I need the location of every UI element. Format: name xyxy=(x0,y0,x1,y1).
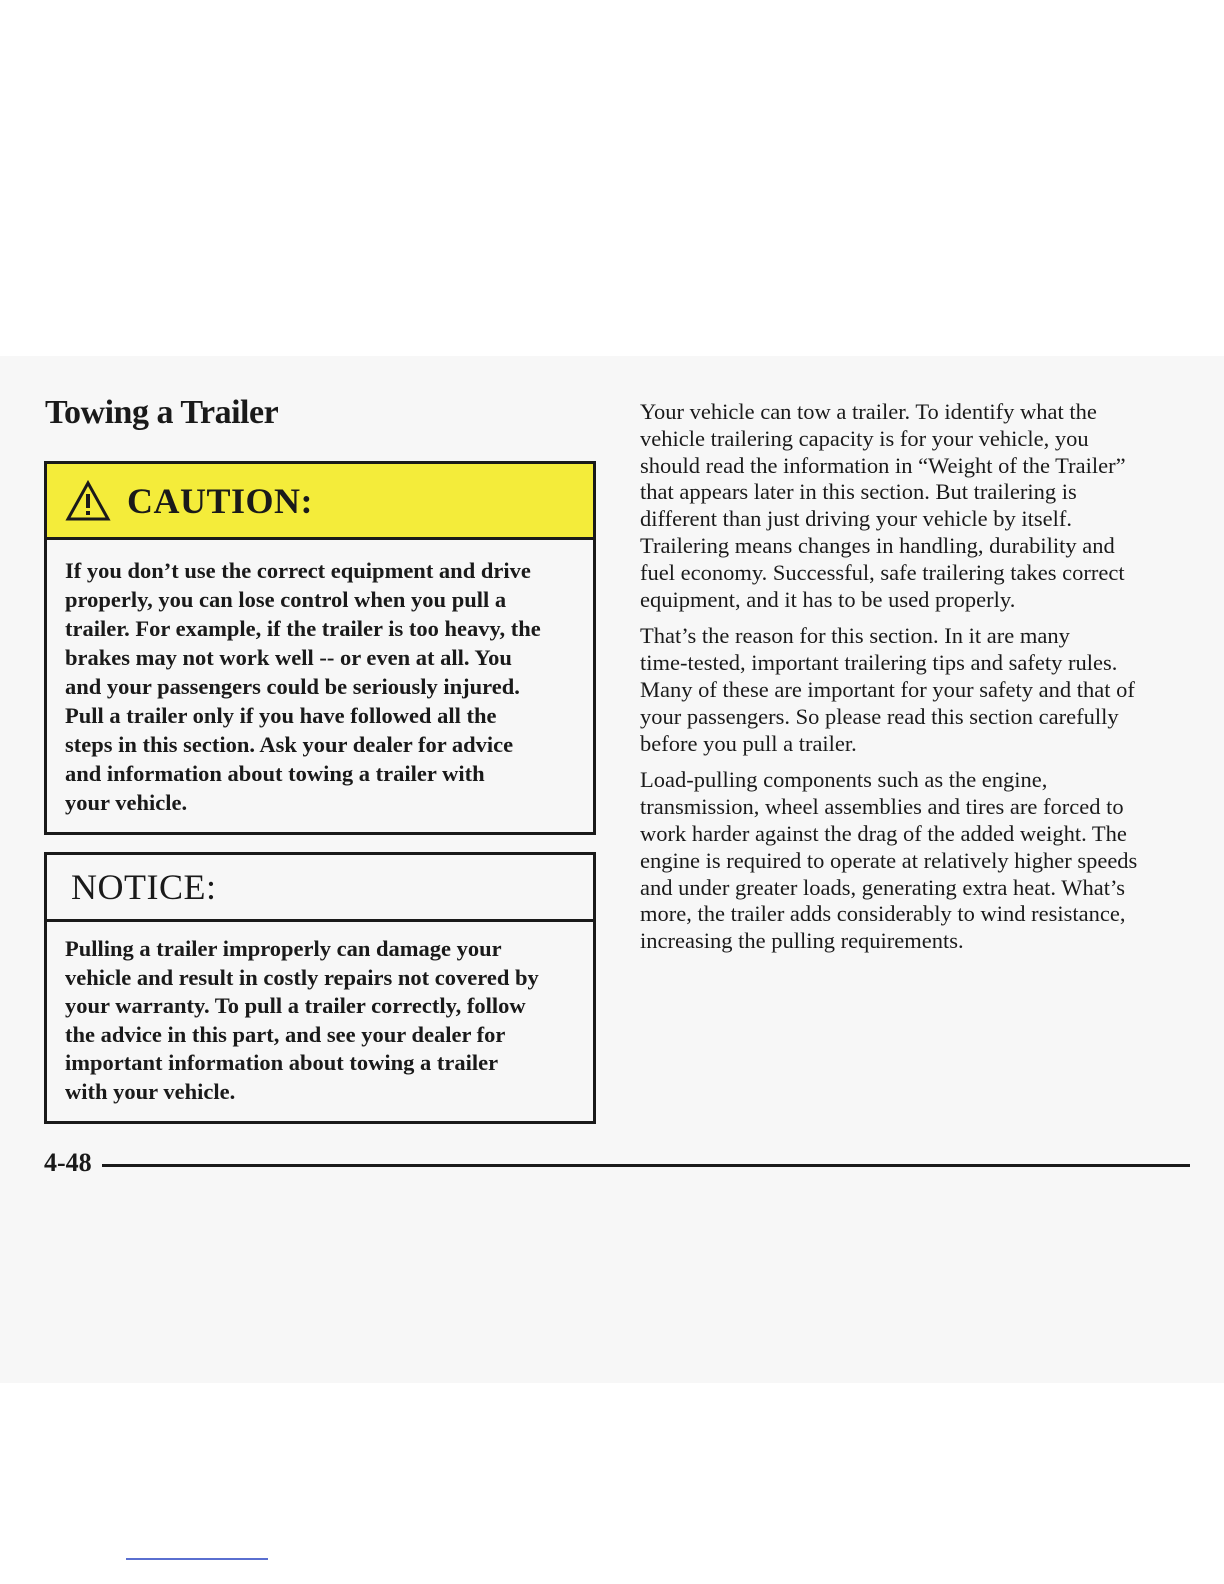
right-column xyxy=(640,399,1185,965)
footer-rule xyxy=(102,1164,1190,1167)
notice-line: Pulling a trailer improperly can damage your xyxy=(65,936,502,961)
notice-text xyxy=(47,922,593,1106)
paragraph-load-pulling xyxy=(640,767,1185,955)
notice-box xyxy=(44,852,596,1124)
notice-title: NOTICE: xyxy=(71,867,217,907)
notice-line: the advice in this part, and see your dealer for xyxy=(65,1021,506,1047)
paragraph-line: That’s the reason for this section. In it are many xyxy=(640,623,1070,649)
paragraph-line: equipment, and it has to be used properly. xyxy=(640,586,1016,612)
paragraph-line: transmission, wheel assemblies and tires are forced to xyxy=(640,794,1124,820)
paragraph-line: Trailering means changes in handling, durability and xyxy=(640,532,1115,558)
paragraph-line: different than just driving your vehicle by itself. xyxy=(640,506,1072,532)
caution-title: CAUTION: xyxy=(127,480,314,521)
page-footer xyxy=(44,1145,1190,1181)
caution-header xyxy=(47,464,593,540)
paragraph-line: Load-pulling components such as the engine, xyxy=(640,767,1048,793)
paragraph-line: increasing the pulling requirements. xyxy=(640,928,964,954)
paragraph-line: Many of these are important for your safety and that of xyxy=(640,676,1135,702)
caution-line: your vehicle. xyxy=(65,790,188,815)
paragraph-line: work harder against the drag of the added weight. The xyxy=(640,820,1127,846)
paragraph-line: vehicle trailering capacity is for your vehicle, you xyxy=(640,425,1089,451)
page-number: 4-48 xyxy=(44,1148,92,1177)
caution-line: and your passengers could be seriously injured. xyxy=(65,674,520,699)
paragraph-line: engine is required to operate at relatively higher speeds xyxy=(640,847,1138,873)
notice-line: important information about towing a trailer xyxy=(65,1050,499,1075)
notice-line: with your vehicle. xyxy=(65,1078,236,1104)
paragraph-line: fuel economy. Successful, safe trailering takes correct xyxy=(640,559,1125,585)
caution-line: brakes may not work well -- or even at all. You xyxy=(65,645,512,670)
page-title: Towing a Trailer xyxy=(45,394,279,431)
notice-header xyxy=(47,855,593,922)
bottom-rule xyxy=(126,1558,268,1560)
paragraph-line: more, the trailer adds considerably to wind resistance, xyxy=(640,901,1126,927)
notice-line: your warranty. To pull a trailer correctly, follow xyxy=(65,993,526,1018)
paragraph-line: your passengers. So please read this section carefully xyxy=(640,703,1119,729)
caution-box xyxy=(44,461,596,835)
paragraph-trailer-capacity xyxy=(640,399,1185,613)
paragraph-line: Your vehicle can tow a trailer. To identify what the xyxy=(640,399,1097,424)
paragraph-line: should read the information in “Weight of the Trailer” xyxy=(640,452,1126,478)
caution-line: If you don’t use the correct equipment and drive xyxy=(65,558,531,583)
caution-line: trailer. For example, if the trailer is too heavy, the xyxy=(65,616,541,641)
notice-line: vehicle and result in costly repairs not covered by xyxy=(65,964,539,990)
paragraph-line: time-tested, important trailering tips and safety rules. xyxy=(640,650,1118,676)
caution-line: properly, you can lose control when you pull a xyxy=(65,587,507,612)
paragraph-line: and under greater loads, generating extra heat. What’s xyxy=(640,874,1126,900)
caution-line: steps in this section. Ask your dealer for advice xyxy=(65,732,514,757)
caution-line: and information about towing a trailer with xyxy=(65,761,485,786)
paragraph-section-reason xyxy=(640,623,1185,757)
warning-triangle-icon xyxy=(65,480,111,522)
paragraph-line: before you pull a trailer. xyxy=(640,730,857,756)
caution-text xyxy=(47,540,593,817)
paragraph-line: that appears later in this section. But trailering is xyxy=(640,479,1077,505)
caution-line: Pull a trailer only if you have followed all the xyxy=(65,703,497,728)
